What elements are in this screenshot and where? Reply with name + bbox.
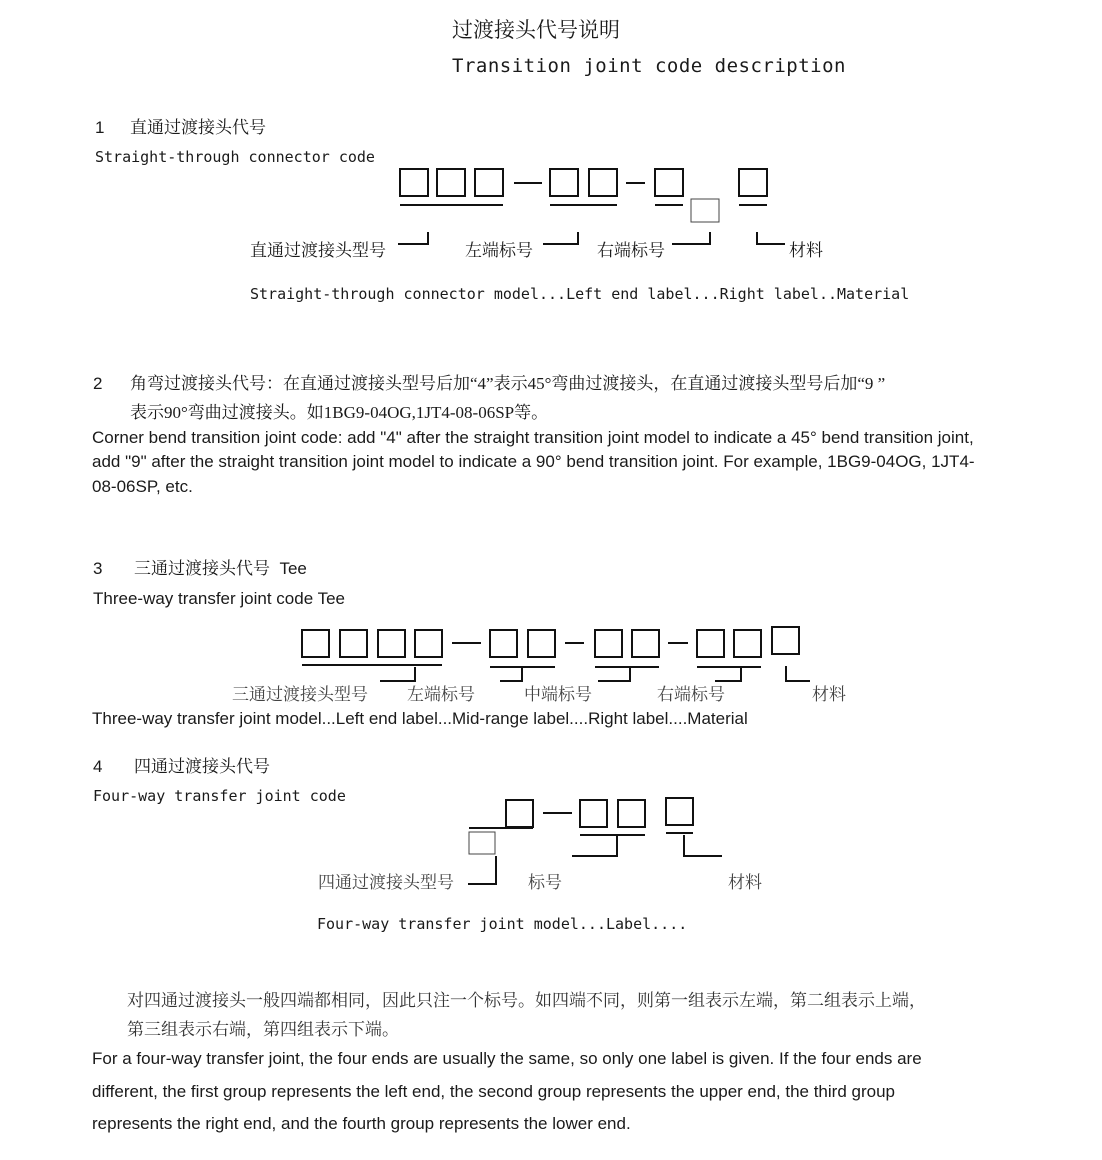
page-title-en: Transition joint code description [452,55,846,77]
section4-note-cn-1: 对四通过渡接头一般四端都相同，因此只注一个标号。如四端不同，则第一组表示左端，第二组表示上端， [127,991,926,1010]
section3-title-cn: 三通过渡接头代号 [134,559,270,578]
section1-label-model: 直通过渡接头型号 [250,241,386,260]
section3-title-en: Three-way transfer joint code Tee [93,589,345,608]
section3-label-right: 右端标号 [657,685,725,704]
section4-note-en-2: different, the first group represents the left end, the second group represents the upper end, the third group [92,1082,895,1101]
section4-title-cn: 四通过渡接头代号 [134,757,270,776]
section4-caption-en: Four-way transfer joint model...Label.... [317,915,688,933]
section2-desc-en-1: Corner bend transition joint code: add "4" after the straight transition joint model to indicate a 45° bend transition joint, [92,428,974,447]
section3-label-model: 三通过渡接头型号 [232,685,368,704]
section2-desc-en-3: 08-06SP, etc. [92,477,193,496]
section2-number: 2 [93,374,103,393]
section1-number: 1 [95,118,105,137]
section1-label-material: 材料 [789,241,823,260]
section2-title-cn: 角弯过渡接头代号 [130,374,266,393]
section1-title-cn: 直通过渡接头代号 [130,118,266,137]
section4-label-material: 材料 [728,873,762,892]
section4-label-model: 四通过渡接头型号 [318,873,454,892]
section3-label-left: 左端标号 [407,685,475,704]
section4-note-en-3: represents the right end, and the fourth group represents the lower end. [92,1114,631,1133]
section1-title-en: Straight-through connector code [95,148,375,166]
section2-line2-cn: 表示90°弯曲过渡接头。如1BG9-04OG,1JT4-08-06SP等。 [130,403,549,422]
section4-title-en: Four-way transfer joint code [93,787,346,805]
section4-label-label: 标号 [528,873,562,892]
section3-number: 3 [93,559,103,578]
section4-note-cn-2: 第三组表示右端，第四组表示下端。 [127,1020,399,1039]
section1-label-right: 右端标号 [597,241,665,260]
section3-label-mid: 中端标号 [524,685,592,704]
section2-line1-cn: ：在直通过渡接头型号后加“4”表示45°弯曲过渡接头，在直通过渡接头型号后加“9 ” [266,374,886,393]
page-title-cn: 过渡接头代号说明 [452,19,620,42]
section3-caption-en: Three-way transfer joint model...Left end label...Mid-range label....Right label....Material [92,709,748,728]
section4-note-en-1: For a four-way transfer joint, the four ends are usually the same, so only one label is given. If the four ends are [92,1049,922,1068]
section1-label-left: 左端标号 [465,241,533,260]
section1-caption-en: Straight-through connector model...Left end label...Right label..Material [250,285,910,303]
section3-title-suffix: Tee [279,559,307,578]
section3-label-material: 材料 [812,685,846,704]
section2-desc-en-2: add "9" after the straight transition joint model to indicate a 90° bend transition joint. For example, 1BG9-04OG, 1JT4- [92,452,975,471]
section4-number: 4 [93,757,103,776]
